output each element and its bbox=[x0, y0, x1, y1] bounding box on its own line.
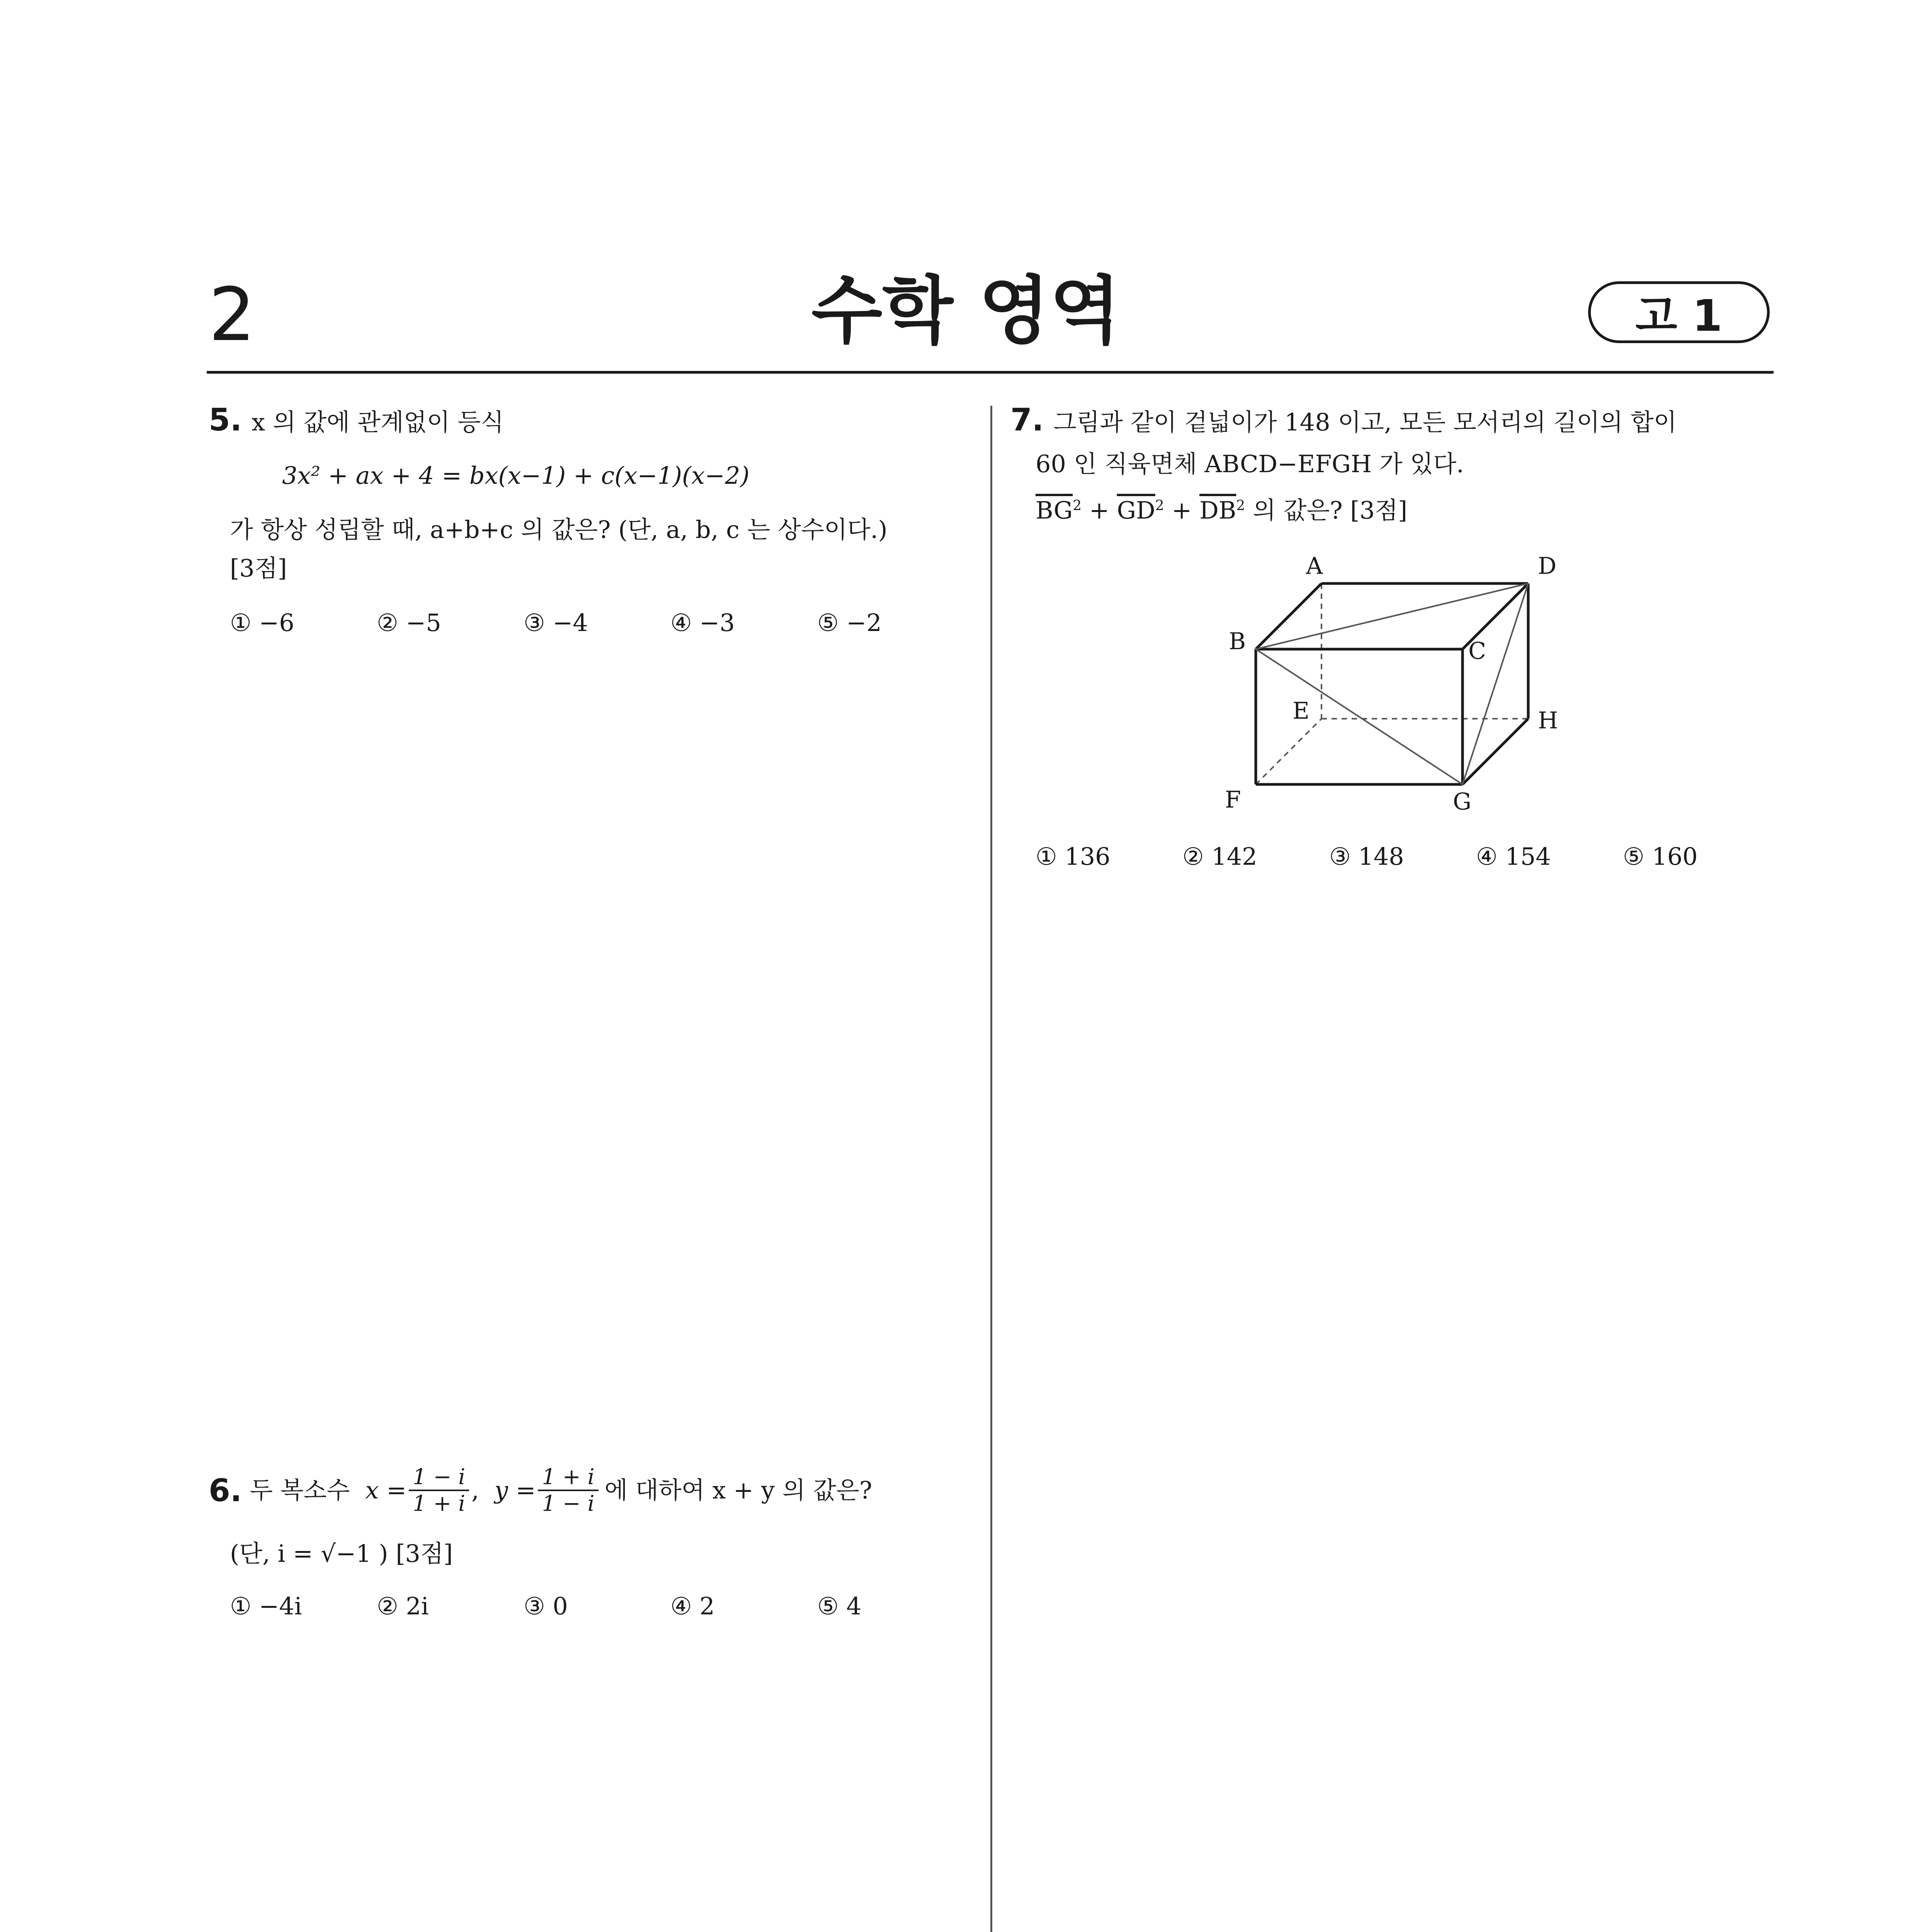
question-points: [3점] bbox=[230, 554, 287, 582]
question-line-1: 그림과 같이 겉넓이가 148 이고, 모든 모서리의 길이의 합이 bbox=[1053, 408, 1677, 436]
segment-db: $\overline{DB}$ bbox=[1199, 496, 1236, 524]
plus-sign: + bbox=[1082, 496, 1117, 524]
fraction-denominator: 1 − i bbox=[542, 1491, 595, 1516]
diagonal-db bbox=[1256, 583, 1528, 649]
choice-1[interactable]: ① 136 bbox=[1036, 842, 1111, 871]
vertex-label-h: H bbox=[1538, 707, 1558, 734]
question-intro: 두 복소수 bbox=[250, 1476, 350, 1504]
comma: , bbox=[471, 1476, 479, 1504]
choice-3[interactable]: ③ 0 bbox=[524, 1592, 568, 1620]
grade-label: 고 1 bbox=[1635, 291, 1723, 341]
question-5 bbox=[209, 402, 504, 438]
x-label: x = bbox=[365, 1476, 406, 1504]
question-tail: 에 대하여 x + y 의 값은? bbox=[604, 1476, 872, 1504]
choice-2[interactable]: ② −5 bbox=[377, 609, 441, 637]
question-intro: x 의 값에 관계없이 등식 bbox=[252, 408, 504, 436]
fraction-numerator: 1 + i bbox=[538, 1464, 598, 1491]
cuboid-figure bbox=[1217, 549, 1565, 819]
vertex-label-d: D bbox=[1538, 553, 1557, 580]
question-number: 6. bbox=[209, 1472, 242, 1509]
exponent: 2 bbox=[1155, 498, 1164, 514]
choice-5[interactable]: ⑤ −2 bbox=[817, 609, 882, 637]
segment-bg: $\overline{BG}$ bbox=[1036, 496, 1073, 524]
y-label: y = bbox=[494, 1476, 536, 1504]
vertex-label-a: A bbox=[1306, 553, 1323, 580]
diagonal-bg bbox=[1256, 649, 1463, 784]
vertex-label-c: C bbox=[1468, 638, 1486, 665]
vertex-label-f: F bbox=[1225, 786, 1241, 813]
page-number: 2 bbox=[209, 272, 255, 357]
choice-2[interactable]: ② 2i bbox=[377, 1592, 429, 1620]
segment-gd: $\overline{GD}$ bbox=[1117, 496, 1155, 524]
header-rule bbox=[207, 371, 1774, 374]
question-7 bbox=[1010, 402, 1677, 438]
question-condition: 가 항상 성립할 때, a+b+c 의 값은? (단, a, b, c 는 상수이다.) bbox=[230, 515, 888, 544]
question-tail: 의 값은? [3점] bbox=[1245, 496, 1408, 524]
fraction-numerator: 1 − i bbox=[409, 1464, 469, 1491]
vertex-label-e: E bbox=[1293, 697, 1310, 724]
choice-3[interactable]: ③ 148 bbox=[1329, 842, 1404, 871]
vertex-label-g: G bbox=[1453, 788, 1471, 815]
column-divider bbox=[990, 406, 992, 1932]
edge-fe bbox=[1256, 719, 1321, 784]
exponent: 2 bbox=[1236, 498, 1245, 514]
choice-3[interactable]: ③ −4 bbox=[524, 609, 588, 637]
plus-sign: + bbox=[1164, 496, 1200, 524]
question-condition: (단, i = √−1 ) [3점] bbox=[230, 1539, 453, 1568]
subject-title: 수학 영역 bbox=[811, 268, 1121, 354]
vertex-label-b: B bbox=[1229, 628, 1246, 655]
choice-4[interactable]: ④ 154 bbox=[1476, 842, 1551, 871]
choice-4[interactable]: ④ 2 bbox=[670, 1592, 715, 1620]
choice-2[interactable]: ② 142 bbox=[1182, 842, 1257, 871]
edge-ba bbox=[1256, 583, 1321, 649]
y-fraction bbox=[538, 1464, 598, 1516]
fraction-denominator: 1 + i bbox=[412, 1491, 466, 1516]
edge-gh bbox=[1463, 719, 1528, 784]
grade-badge bbox=[1588, 281, 1770, 343]
choice-1[interactable]: ① −6 bbox=[230, 609, 294, 637]
question-number: 7. bbox=[1010, 402, 1044, 438]
choice-5[interactable]: ⑤ 160 bbox=[1623, 842, 1698, 871]
question-number: 5. bbox=[209, 402, 242, 438]
question-6 bbox=[209, 1464, 872, 1516]
equation: 3x² + ax + 4 = bx(x−1) + c(x−1)(x−2) bbox=[282, 461, 750, 490]
diagonal-gd bbox=[1463, 583, 1528, 784]
choice-5[interactable]: ⑤ 4 bbox=[817, 1592, 862, 1620]
x-fraction bbox=[409, 1464, 469, 1516]
question-line-2: 60 인 직육면체 ABCD−EFGH 가 있다. bbox=[1036, 450, 1464, 478]
exponent: 2 bbox=[1073, 498, 1082, 514]
question-expression bbox=[1036, 498, 1407, 522]
choice-1[interactable]: ① −4i bbox=[230, 1592, 302, 1620]
choice-4[interactable]: ④ −3 bbox=[670, 609, 735, 637]
